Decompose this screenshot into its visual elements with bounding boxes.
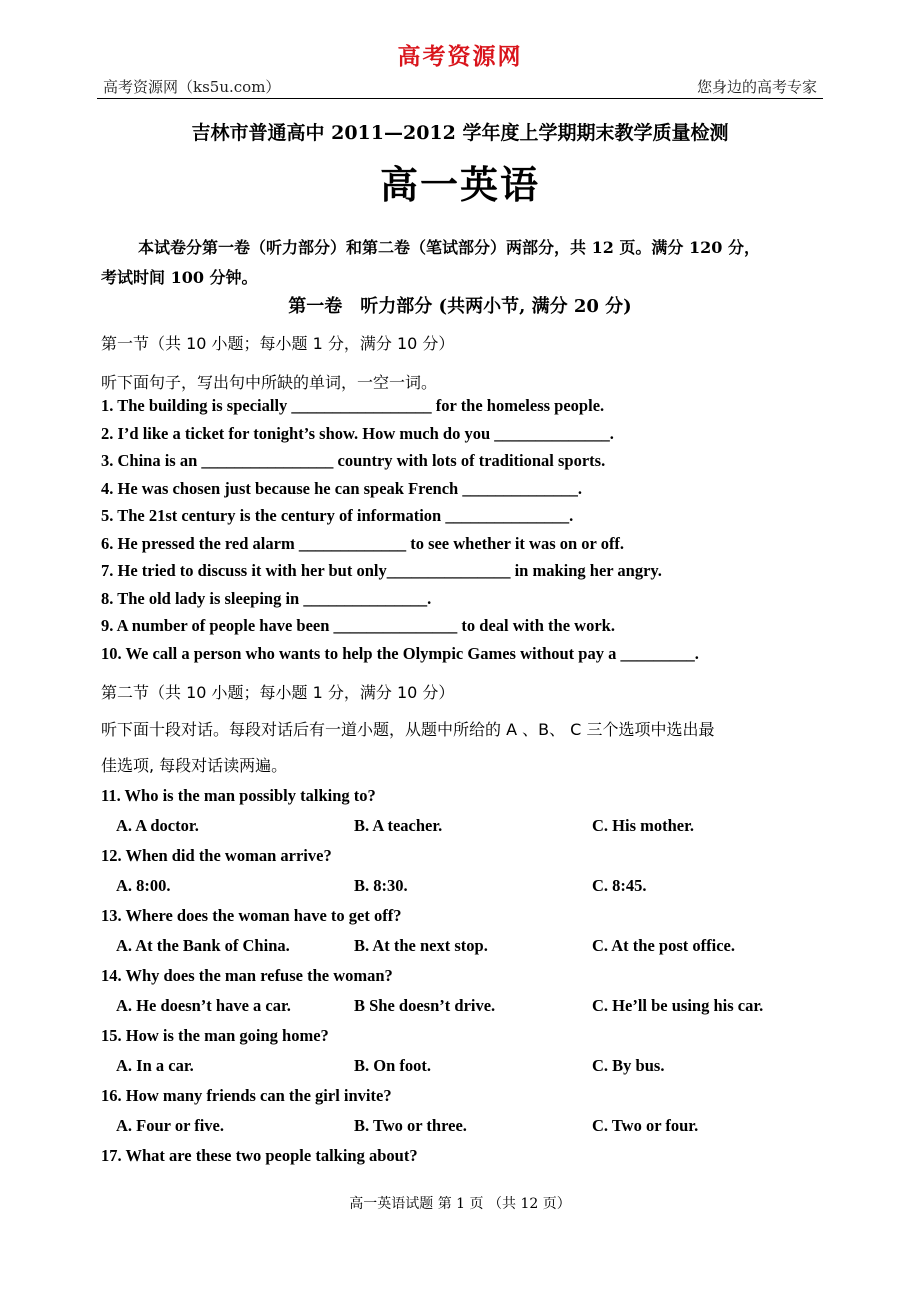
option-b: B. 8:30. [354,876,408,895]
question-text: 16. How many friends can the girl invite? [101,1086,392,1105]
option-b: B. At the next stop. [354,936,488,955]
question-text: 14. Why does the man refuse the woman? [101,966,393,985]
fill-blank-item: 8. The old lady is sleeping in _______________. [101,589,432,608]
exam-title: 吉林市普通高中 2011—2012 学年度上学期期末教学质量检测 [191,122,729,144]
part-one-title: 第一卷 听力部分 (共两小节, 满分 20 分) [288,296,632,317]
option-b: B She doesn’t drive. [354,996,496,1015]
fill-blank-item: 3. China is an ________________ country with lots of traditional sports. [101,451,606,470]
option-a: A. A doctor. [116,816,199,835]
question-text: 12. When did the woman arrive? [101,846,332,865]
fill-blank-item: 1. The building is specially _________________ for the homeless people. [101,396,605,415]
header-slogan: 您身边的高考专家 [696,78,817,96]
question-text: 17. What are these two people talking about? [101,1146,418,1165]
section-two-heading: 第二节（共 10 小题；每小题 1 分，满分 10 分） [101,683,455,702]
section-one-heading: 第一节（共 10 小题；每小题 1 分，满分 10 分） [101,334,455,353]
question-text: 11. Who is the man possibly talking to? [101,786,376,805]
question-text: 13. Where does the woman have to get off? [101,906,402,925]
section-two-instruction-2: 佳选项, 每段对话读两遍。 [101,756,288,775]
section-two-instruction-1: 听下面十段对话。每段对话后有一道小题，从题中所给的 A 、B、 C 三个选项中选出最 [101,720,715,739]
intro-line-1: 本试卷分第一卷（听力部分）和第二卷（笔试部分）两部分，共 12 页。满分 120 分， [138,238,760,257]
option-c: C. His mother. [592,816,695,835]
site-logo: 高考资源网 [397,43,523,70]
header-divider [97,98,823,99]
question-text: 15. How is the man going home? [101,1026,329,1045]
fill-blank-item: 6. He pressed the red alarm _____________ to see whether it was on or off. [101,534,625,553]
option-a: A. Four or five. [116,1116,224,1135]
option-a: A. In a car. [116,1056,194,1075]
section-one-instruction: 听下面句子，写出句中所缺的单词，一空一词。 [101,373,438,392]
subject-title: 高一英语 [379,162,540,207]
fill-blank-item: 4. He was chosen just because he can speak French ______________. [101,479,582,498]
option-b: B. On foot. [354,1056,432,1075]
option-b: B. Two or three. [354,1116,467,1135]
fill-blank-item: 9. A number of people have been _______________ to deal with the work. [101,616,615,635]
intro-line-2: 考试时间 100 分钟。 [101,268,258,287]
option-a: A. At the Bank of China. [116,936,290,955]
fill-blank-item: 7. He tried to discuss it with her but only_______________ in making her angry. [101,561,662,580]
fill-blank-item: 10. We call a person who wants to help the Olympic Games without pay a _________. [101,644,699,663]
fill-blank-item: 2. I’d like a ticket for tonight’s show. How much do you ______________. [101,424,614,443]
option-a: A. He doesn’t have a car. [116,996,291,1015]
option-c: C. At the post office. [592,936,735,955]
fill-blank-item: 5. The 21st century is the century of information _______________. [101,506,574,525]
option-c: C. He’ll be using his car. [592,996,764,1015]
page-footer: 高一英语试题 第 1 页 （共 12 页） [349,1196,571,1212]
option-c: C. Two or four. [592,1116,699,1135]
option-c: C. By bus. [592,1056,665,1075]
option-c: C. 8:45. [592,876,647,895]
option-a: A. 8:00. [116,876,171,895]
header-site-name: 高考资源网（ks5u.com） [103,78,281,96]
option-b: B. A teacher. [354,816,443,835]
